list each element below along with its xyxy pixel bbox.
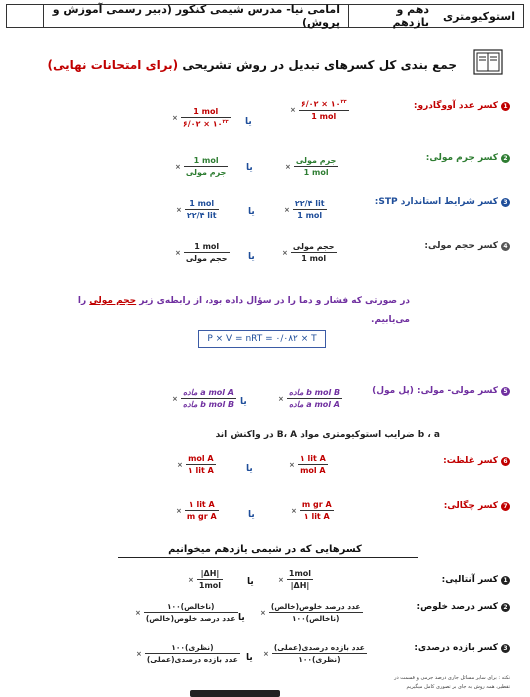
fraction-left: × ماده a mol A ماده b mol B: [172, 388, 235, 409]
or-label: یا: [248, 510, 255, 520]
fraction-left: × 1 mol ۲۲/۴ lit: [176, 199, 217, 220]
fraction-left: × mol A ۱ lit A: [177, 454, 214, 475]
title-main: جمع بندی کل کسرهای تبدیل در روش تشریحی: [182, 58, 457, 72]
header-teacher-cell: [43, 5, 348, 27]
or-label: یا: [248, 252, 255, 262]
fraction-right: × عدد درصد خلوص(خالص) ۱۰۰(ناخالص): [260, 602, 361, 623]
fraction-right: × ۶/۰۲ × $۱۰^{۲۳}$ 1 mol: [290, 99, 347, 121]
header-grade: دهم و یازدهم: [392, 3, 430, 29]
section2-title: کسرهایی که در شیمی یازدهم میخوانیم: [168, 544, 362, 555]
or-label: یا: [247, 577, 254, 587]
molar-volume-note-2: می‌یابیم.: [371, 315, 410, 325]
fraction-left: × |ΔH| 1mol: [188, 569, 222, 590]
fraction-left: × 1 mol حجم مولی: [175, 242, 228, 263]
or-label: یا: [246, 163, 253, 173]
page-header: [6, 4, 524, 28]
fraction-left: × 1 mol ۶/۰۲ × $۱۰^{۲۳}$: [172, 107, 229, 129]
header-teacher: امامی نیا- مدرس شیمی کنکور (دبیر رسمی آموزش و پروش): [52, 3, 340, 29]
fraction-right: × جرم مولی 1 mol: [285, 156, 337, 177]
or-label: یا: [248, 207, 255, 217]
or-label: یا: [240, 397, 247, 407]
item-label: 1کسر آنتالپی:: [442, 575, 510, 585]
item-label: 2کسر درصد خلوص:: [417, 602, 510, 612]
item-label: 3کسر بازده درصدی:: [414, 643, 510, 653]
footnote-line2: تقطیر، همه روش به جای بر تصوری کامل میگیریم: [406, 684, 510, 690]
page-title: [47, 58, 457, 72]
header-subject-cell: [348, 5, 523, 27]
or-label: یا: [238, 613, 245, 623]
book-icon: [473, 49, 503, 75]
title-row: [47, 47, 515, 81]
item-label: 5کسر مولی- مولی: (پل مول): [372, 386, 510, 396]
fraction-right: × عدد بازده درصدی(عملی) ۱۰۰(نظری): [263, 643, 365, 664]
or-label: یا: [246, 653, 253, 663]
fraction-left: × ۱ lit A m gr A: [176, 500, 217, 521]
stoichiometry-note: b ، a ضرایب استوکیومتری مواد B، A در واکنش اند: [215, 430, 440, 440]
or-label: یا: [245, 117, 252, 127]
header-subject: استوکیومتری: [443, 9, 515, 23]
fraction-right: × ۲۲/۴ lit 1 mol: [284, 199, 325, 220]
title-highlight: (برای امتحانات نهایی): [47, 58, 179, 72]
fraction-right: × 1mol |ΔH|: [278, 569, 312, 590]
or-label: یا: [246, 464, 253, 474]
footnote-line1: نکته : برای سایر مسائل جاری درصد جرمی و قسمت در: [394, 675, 510, 681]
fraction-right: × ماده b mol B ماده a mol A: [278, 388, 341, 409]
item-label: 7کسر چگالی:: [444, 501, 510, 511]
header-blank-cell: [7, 5, 43, 27]
fraction-left: × ۱۰۰(نظری) عدد بازده درصدی(عملی): [136, 643, 238, 664]
item-label: 1کسر عدد آووگادرو:: [414, 101, 510, 111]
bottom-logo-fragment: [190, 690, 280, 697]
fraction-right: × m gr A ۱ lit A: [291, 500, 332, 521]
item-label: 6کسر غلظت:: [443, 456, 510, 466]
fraction-right: × ۱ lit A mol A: [289, 454, 326, 475]
fraction-left: × 1 mol جرم مولی: [175, 156, 227, 177]
molar-volume-note: در صورتی که فشار و دما را در سؤال داده بود، از رابطه‌ی زیر حجم مولی را: [77, 296, 410, 306]
item-label: 4کسر حجم مولی:: [424, 241, 510, 251]
fraction-right: × حجم مولی 1 mol: [282, 242, 335, 263]
section2-underline: [118, 557, 418, 558]
fraction-left: × ۱۰۰(ناخالص) عدد درصد خلوص(خالص): [135, 602, 236, 623]
ideal-gas-equation: P × V = nRT = ۰/۰۸۲ × T: [198, 330, 326, 348]
item-label: 3کسر شرایط استاندارد STP:: [375, 197, 510, 207]
item-label: 2کسر جرم مولی:: [426, 153, 510, 163]
